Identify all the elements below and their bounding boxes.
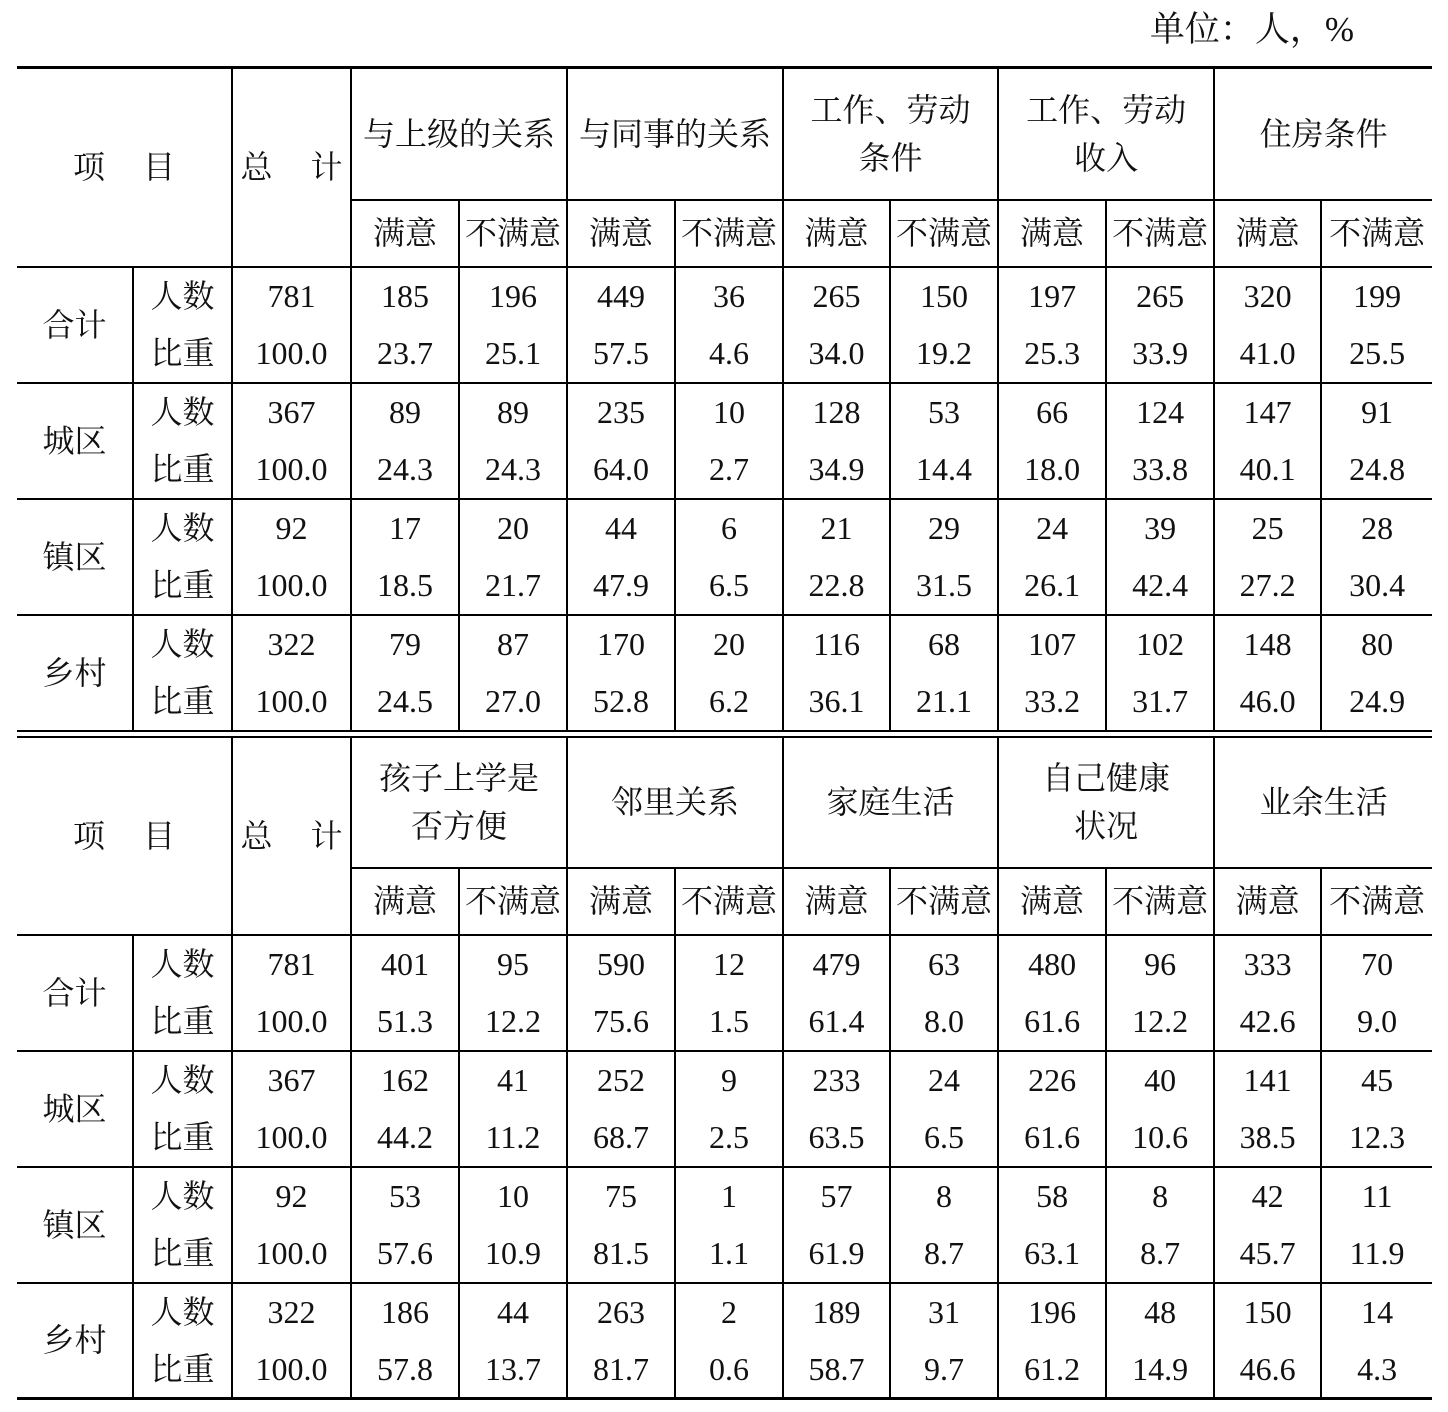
value-cell: 38.5: [1214, 1109, 1321, 1167]
total-cell: 367: [232, 383, 351, 441]
value-cell: 199: [1353, 278, 1402, 314]
value-cell: 1.5: [675, 993, 783, 1051]
sub-header-dissatisfied: 不满意: [1321, 868, 1432, 935]
value-cell: 61.4: [783, 993, 890, 1051]
data-table-lower: [17, 736, 1432, 1401]
row-measure-label: 人数: [133, 1283, 232, 1341]
value-cell: 401: [351, 935, 459, 993]
value-cell: 95: [459, 935, 567, 993]
value-cell: 64.0: [567, 441, 675, 499]
value-cell: 107: [998, 615, 1106, 673]
table-row: [17, 267, 1432, 325]
value-cell: 185: [351, 267, 459, 325]
value-cell: 102: [1106, 615, 1214, 673]
category-header-line: 自己健康: [1042, 760, 1171, 796]
value-cell: 25.1: [459, 325, 567, 383]
total-cell: 100.0: [232, 673, 351, 731]
value-cell: 24.3: [351, 441, 459, 499]
sub-header-satisfied: 满意: [998, 200, 1106, 267]
value-cell: 81.5: [567, 1225, 675, 1283]
value-cell: 75: [567, 1167, 675, 1225]
table-header: [17, 68, 1432, 267]
row-measure-label: 人数: [133, 935, 232, 993]
value-cell: 6.2: [675, 673, 783, 731]
value-cell: 42.6: [1214, 993, 1321, 1051]
value-cell: 24.5: [351, 673, 459, 731]
category-header-line: 工作、劳动: [810, 91, 971, 128]
value-cell: 23.7: [351, 325, 459, 383]
sub-header-dissatisfied: 不满意: [459, 200, 567, 267]
value-cell: 29: [890, 499, 998, 557]
value-cell: 128: [783, 383, 890, 441]
value-cell: 25: [1214, 499, 1321, 557]
value-cell: 87: [459, 615, 567, 673]
value-cell: 18.0: [998, 441, 1106, 499]
value-cell: 265: [1106, 267, 1214, 325]
table-row: [17, 673, 1432, 731]
total-cell: 92: [232, 1167, 351, 1225]
value-cell: 10.6: [1106, 1109, 1214, 1167]
item-header: 项 目: [17, 737, 232, 935]
value-cell: 70: [1361, 946, 1394, 982]
value-cell: 14: [1361, 1294, 1394, 1330]
row-measure-label: 人数: [133, 499, 232, 557]
category-header: [351, 68, 567, 200]
value-cell: 79: [351, 615, 459, 673]
value-cell: 57.6: [351, 1225, 459, 1283]
total-header: 总 计: [232, 68, 351, 267]
row-group-label: 城区: [17, 1051, 133, 1167]
category-header: [1214, 737, 1432, 868]
sub-header-satisfied: 满意: [351, 868, 459, 935]
value-cell: 162: [351, 1051, 459, 1109]
value-cell: 46.6: [1214, 1341, 1321, 1399]
row-measure-label: 人数: [133, 615, 232, 673]
value-cell: 80: [1361, 626, 1394, 662]
value-cell: 226: [998, 1051, 1106, 1109]
value-cell: 41.0: [1214, 325, 1321, 383]
value-cell: 34.9: [783, 441, 890, 499]
value-cell: 46.0: [1214, 673, 1321, 731]
table-row: [17, 993, 1432, 1051]
category-header: [567, 737, 783, 868]
value-cell: 8: [1106, 1167, 1214, 1225]
value-cell: 36: [675, 267, 783, 325]
value-cell: 12: [675, 935, 783, 993]
value-cell: 252: [567, 1051, 675, 1109]
value-cell: 42: [1214, 1167, 1321, 1225]
value-cell: 63.1: [998, 1225, 1106, 1283]
value-cell: 91: [1361, 394, 1394, 430]
category-header: [567, 68, 783, 200]
value-cell: 96: [1106, 935, 1214, 993]
value-cell: 28: [1361, 510, 1394, 546]
value-cell: 61.6: [998, 1109, 1106, 1167]
row-measure-label: 比重: [133, 1109, 232, 1167]
value-cell: 51.3: [351, 993, 459, 1051]
value-cell: 57: [783, 1167, 890, 1225]
value-cell: 21: [783, 499, 890, 557]
value-cell: 89: [351, 383, 459, 441]
value-cell: 81.7: [567, 1341, 675, 1399]
row-group-label: 合计: [17, 935, 133, 1051]
value-cell: 89: [459, 383, 567, 441]
value-cell: 40.1: [1214, 441, 1321, 499]
value-cell: 196: [459, 267, 567, 325]
value-cell: 8: [890, 1167, 998, 1225]
value-cell: 10: [459, 1167, 567, 1225]
item-header: 项 目: [17, 68, 232, 267]
value-cell: 189: [783, 1283, 890, 1341]
value-cell: 8.0: [890, 993, 998, 1051]
value-cell: 61.2: [998, 1341, 1106, 1399]
value-cell: 9.0: [1321, 993, 1432, 1051]
value-cell: 58: [998, 1167, 1106, 1225]
value-cell: 68.7: [567, 1109, 675, 1167]
total-cell: 92: [232, 499, 351, 557]
value-cell: 1: [675, 1167, 783, 1225]
table-row: [17, 499, 1432, 557]
table-row: [17, 1109, 1432, 1167]
value-cell: 235: [567, 383, 675, 441]
sub-header-dissatisfied: 不满意: [1106, 200, 1214, 267]
value-cell: 320: [1214, 267, 1321, 325]
value-cell: 0.6: [675, 1341, 783, 1399]
value-cell: 42.4: [1106, 557, 1214, 615]
value-cell: 18.5: [351, 557, 459, 615]
sub-header-dissatisfied: 不满意: [459, 868, 567, 935]
category-header-line: 否方便: [411, 808, 508, 844]
table-row: [17, 1283, 1432, 1341]
value-cell: 25.5: [1321, 325, 1432, 383]
value-cell: 116: [783, 615, 890, 673]
value-cell: 44: [459, 1283, 567, 1341]
sub-header-satisfied: 满意: [1214, 200, 1321, 267]
value-cell: 8.7: [1106, 1225, 1214, 1283]
sub-header-satisfied: 满意: [783, 868, 890, 935]
value-cell: 1.1: [675, 1225, 783, 1283]
value-cell: 39: [1106, 499, 1214, 557]
value-cell: 41: [459, 1051, 567, 1109]
category-header-line: 工作、劳动: [1026, 91, 1187, 128]
value-cell: 61.6: [998, 993, 1106, 1051]
sub-header-dissatisfied: 不满意: [890, 200, 998, 267]
value-cell: 12.3: [1321, 1109, 1432, 1167]
header-row-categories: [17, 737, 1432, 868]
value-cell: 48: [1106, 1283, 1214, 1341]
value-cell: 11: [1361, 1178, 1393, 1214]
total-cell: 100.0: [232, 1109, 351, 1167]
value-cell: 13.7: [459, 1341, 567, 1399]
value-cell: 14.4: [890, 441, 998, 499]
value-cell: 27.2: [1214, 557, 1321, 615]
value-cell: 47.9: [567, 557, 675, 615]
value-cell: 45.7: [1214, 1225, 1321, 1283]
total-cell: 100.0: [232, 441, 351, 499]
value-cell: 10.9: [459, 1225, 567, 1283]
row-group-label: 乡村: [17, 1283, 133, 1399]
category-header-line: 住房条件: [1259, 115, 1388, 152]
value-cell: 141: [1214, 1051, 1321, 1109]
value-cell: 233: [783, 1051, 890, 1109]
value-cell: 25.3: [998, 325, 1106, 383]
value-cell: 148: [1214, 615, 1321, 673]
value-cell: 53: [890, 383, 998, 441]
value-cell: 12.2: [1106, 993, 1214, 1051]
value-cell: 8.7: [890, 1225, 998, 1283]
total-cell: 367: [232, 1051, 351, 1109]
row-measure-label: 比重: [133, 557, 232, 615]
value-cell: 26.1: [998, 557, 1106, 615]
value-cell: 449: [567, 267, 675, 325]
row-group-label: 镇区: [17, 499, 133, 615]
value-cell: 68: [890, 615, 998, 673]
row-measure-label: 比重: [133, 993, 232, 1051]
value-cell: 44: [567, 499, 675, 557]
value-cell: 9: [675, 1051, 783, 1109]
category-header-line: 与同事的关系: [579, 115, 772, 152]
value-cell: 22.8: [783, 557, 890, 615]
table-row: [17, 441, 1432, 499]
value-cell: 44.2: [351, 1109, 459, 1167]
row-measure-label: 比重: [133, 1341, 232, 1399]
sub-header-satisfied: 满意: [998, 868, 1106, 935]
value-cell: 2.5: [675, 1109, 783, 1167]
table-row: [17, 325, 1432, 383]
table-header: [17, 737, 1432, 935]
row-measure-label: 比重: [133, 441, 232, 499]
value-cell: 30.4: [1321, 557, 1432, 615]
category-header-line: 与上级的关系: [363, 115, 556, 152]
value-cell: 24.3: [459, 441, 567, 499]
table-row: [17, 1341, 1432, 1399]
value-cell: 124: [1106, 383, 1214, 441]
value-cell: 66: [998, 383, 1106, 441]
unit-label: 单位：人，%: [1149, 10, 1354, 49]
value-cell: 63: [890, 935, 998, 993]
value-cell: 6.5: [890, 1109, 998, 1167]
value-cell: 147: [1214, 383, 1321, 441]
row-measure-label: 人数: [133, 1051, 232, 1109]
value-cell: 20: [675, 615, 783, 673]
value-cell: 52.8: [567, 673, 675, 731]
value-cell: 36.1: [783, 673, 890, 731]
total-cell: 781: [232, 267, 351, 325]
table-row: [17, 935, 1432, 993]
value-cell: 31: [890, 1283, 998, 1341]
value-cell: 53: [351, 1167, 459, 1225]
value-cell: 57.5: [567, 325, 675, 383]
value-cell: 61.9: [783, 1225, 890, 1283]
value-cell: 12.2: [459, 993, 567, 1051]
value-cell: 24: [998, 499, 1106, 557]
category-header: [783, 68, 998, 200]
sub-header-dissatisfied: 不满意: [1106, 868, 1214, 935]
value-cell: 333: [1214, 935, 1321, 993]
sub-header-dissatisfied: 不满意: [675, 868, 783, 935]
row-group-label: 镇区: [17, 1167, 133, 1283]
sub-header-satisfied: 满意: [783, 200, 890, 267]
row-measure-label: 比重: [133, 1225, 232, 1283]
value-cell: 17: [351, 499, 459, 557]
sub-header-dissatisfied: 不满意: [675, 200, 783, 267]
sub-header-satisfied: 满意: [1214, 868, 1321, 935]
category-header-line: 收入: [1074, 139, 1139, 176]
value-cell: 480: [998, 935, 1106, 993]
table-body: [17, 935, 1432, 1399]
table-row: [17, 383, 1432, 441]
value-cell: 33.8: [1106, 441, 1214, 499]
category-header: [783, 737, 998, 868]
category-header-line: 状况: [1074, 808, 1139, 844]
value-cell: 21.1: [890, 673, 998, 731]
value-cell: 263: [567, 1283, 675, 1341]
value-cell: 31.7: [1106, 673, 1214, 731]
sub-header-dissatisfied: 不满意: [1321, 200, 1432, 267]
data-table-upper: [17, 66, 1432, 732]
sub-header-satisfied: 满意: [351, 200, 459, 267]
value-cell: 150: [890, 267, 998, 325]
row-measure-label: 人数: [133, 383, 232, 441]
value-cell: 40: [1106, 1051, 1214, 1109]
value-cell: 27.0: [459, 673, 567, 731]
total-cell: 100.0: [232, 1225, 351, 1283]
value-cell: 33.9: [1106, 325, 1214, 383]
value-cell: 6.5: [675, 557, 783, 615]
total-cell: 100.0: [232, 993, 351, 1051]
value-cell: 45: [1361, 1062, 1394, 1098]
total-cell: 100.0: [232, 557, 351, 615]
value-cell: 6: [675, 499, 783, 557]
table-body: [17, 267, 1432, 731]
value-cell: 197: [998, 267, 1106, 325]
header-row-categories: [17, 68, 1432, 200]
total-cell: 100.0: [232, 1341, 351, 1399]
category-header: [351, 737, 567, 868]
value-cell: 11.2: [459, 1109, 567, 1167]
total-cell: 322: [232, 615, 351, 673]
value-cell: 186: [351, 1283, 459, 1341]
value-cell: 479: [783, 935, 890, 993]
value-cell: 4.6: [675, 325, 783, 383]
value-cell: 24: [890, 1051, 998, 1109]
value-cell: 34.0: [783, 325, 890, 383]
value-cell: 33.2: [998, 673, 1106, 731]
value-cell: 14.9: [1106, 1341, 1214, 1399]
category-header-line: 家庭生活: [826, 784, 955, 820]
value-cell: 196: [998, 1283, 1106, 1341]
value-cell: 57.8: [351, 1341, 459, 1399]
row-group-label: 合计: [17, 267, 133, 383]
category-header-line: 邻里关系: [611, 784, 740, 820]
table-row: [17, 557, 1432, 615]
sub-header-satisfied: 满意: [567, 868, 675, 935]
table-row: [17, 1051, 1432, 1109]
table-sheet: [17, 66, 1432, 1400]
value-cell: 4.3: [1321, 1341, 1432, 1399]
value-cell: 2.7: [675, 441, 783, 499]
row-group-label: 乡村: [17, 615, 133, 731]
value-cell: 58.7: [783, 1341, 890, 1399]
category-header: [998, 68, 1214, 200]
total-header: 总 计: [232, 737, 351, 935]
value-cell: 75.6: [567, 993, 675, 1051]
category-header-line: 条件: [858, 139, 923, 176]
value-cell: 31.5: [890, 557, 998, 615]
table-row: [17, 1167, 1432, 1225]
value-cell: 20: [459, 499, 567, 557]
value-cell: 170: [567, 615, 675, 673]
value-cell: 10: [675, 383, 783, 441]
row-measure-label: 比重: [133, 673, 232, 731]
row-group-label: 城区: [17, 383, 133, 499]
category-header: [998, 737, 1214, 868]
value-cell: 63.5: [783, 1109, 890, 1167]
value-cell: 2: [675, 1283, 783, 1341]
value-cell: 9.7: [890, 1341, 998, 1399]
row-measure-label: 人数: [133, 267, 232, 325]
value-cell: 150: [1214, 1283, 1321, 1341]
value-cell: 11.9: [1321, 1225, 1432, 1283]
value-cell: 21.7: [459, 557, 567, 615]
total-cell: 100.0: [232, 325, 351, 383]
category-header-line: 业余生活: [1259, 784, 1388, 820]
value-cell: 590: [567, 935, 675, 993]
row-measure-label: 人数: [133, 1167, 232, 1225]
row-measure-label: 比重: [133, 325, 232, 383]
sub-header-dissatisfied: 不满意: [890, 868, 998, 935]
value-cell: 24.9: [1321, 673, 1432, 731]
total-cell: 781: [232, 935, 351, 993]
table-row: [17, 1225, 1432, 1283]
table-row: [17, 615, 1432, 673]
value-cell: 265: [783, 267, 890, 325]
total-cell: 322: [232, 1283, 351, 1341]
value-cell: 24.8: [1321, 441, 1432, 499]
category-header-line: 孩子上学是: [379, 760, 540, 796]
sub-header-satisfied: 满意: [567, 200, 675, 267]
value-cell: 19.2: [890, 325, 998, 383]
category-header: [1214, 68, 1432, 200]
